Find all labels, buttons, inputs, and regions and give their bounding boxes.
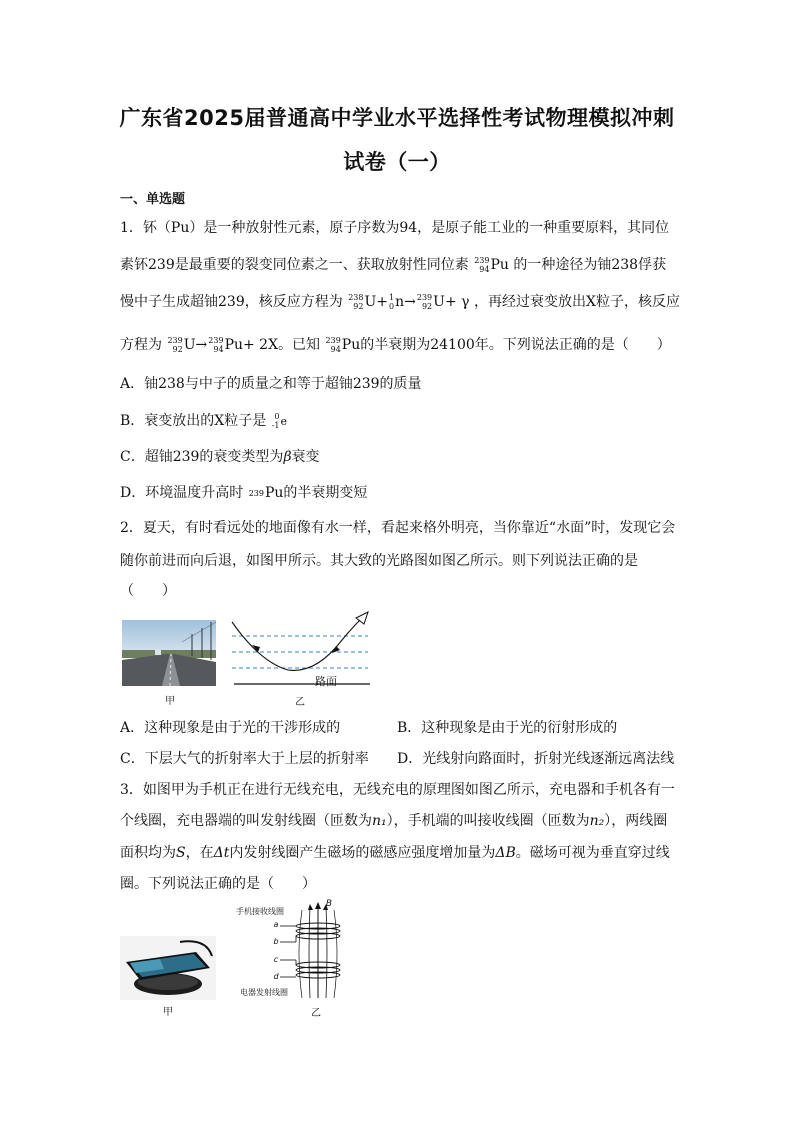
q3-line3-text-a: 面积均为 (120, 845, 176, 861)
q1-option-c-text-a: C．超铀239的衰变类型为 (120, 449, 284, 465)
n1-symbol: n₁ (372, 813, 387, 829)
q1-line1: 1．钚（Pu）是一种放射性元素，原子序数为94，是原子能工业的一种重要原料，其同位 (120, 220, 670, 236)
q2-option-d: D．光线射向路面时，折射光线逐渐远离法线 (397, 751, 675, 767)
nuclide-u239 (167, 336, 182, 354)
q3-line3-text-b: ，在 (185, 845, 214, 861)
nuclide-charge-number: -1 (271, 421, 280, 430)
delta-t-symbol: Δt (213, 845, 230, 861)
nuclide-symbol: Pu (224, 337, 243, 353)
q2-light-path-diagram (228, 606, 374, 688)
q1-line4-text-b: 。已知 (278, 337, 321, 353)
nuclide-mass-number: 239 (248, 488, 264, 498)
nuclide-mass-number: 239 (474, 256, 490, 265)
nuclide-pu239-nosub (249, 489, 264, 498)
q3-line2-text-c: ），两线圈 (604, 813, 668, 829)
nuclide-neutron (389, 293, 394, 311)
nuclide-symbol: U (364, 294, 377, 310)
q1-line3 (120, 291, 680, 311)
section-heading: 一、单选题 (120, 192, 186, 207)
nuclide-symbol: Pu (490, 257, 509, 273)
q1-option-c (120, 446, 680, 466)
q3-line2-text-a: 个线圈，充电器端的叫发射线圈（匝数为 (120, 813, 372, 829)
nuclide-mass-number: 239 (416, 293, 433, 302)
q3-point-b-label: b (273, 937, 279, 946)
nuclide-atomic-number: 94 (213, 345, 224, 354)
beta-symbol: β (283, 449, 292, 465)
q1-line3-text-a: 慢中子生成超铀239，核反应方程为 (120, 294, 343, 310)
nuclide-symbol: Pu (264, 485, 284, 501)
nuclide-atomic-number: 94 (479, 265, 490, 274)
q1-option-d (120, 482, 680, 502)
q1-line4-text-c: 的半衰期为24100年。下列说法正确的是（ ） (360, 337, 671, 353)
q1-option-b-text: B．衰变放出的X粒子是 (120, 413, 267, 429)
q3-line1: 3．如图甲为手机正在进行无线充电，无线充电的原理图如图乙所示，充电器和手机各有一 (120, 782, 675, 798)
q1-line2-text-b: 的一种途径为铀238俘获 (513, 257, 667, 273)
q3-phone-charging-photo (120, 936, 216, 1000)
q3-fig-a-caption: 甲 (163, 1007, 173, 1018)
q3-line4: 圈。下列说法正确的是（ ） (120, 876, 316, 892)
q3-point-d-label: d (273, 972, 279, 981)
q2-road-photo (122, 620, 216, 686)
nuclide-mass-number: 1 (389, 293, 395, 302)
nuclide-symbol: e (280, 415, 288, 428)
q1-option-d-text-b: 的半衰期变短 (283, 485, 368, 501)
arrow-sign: → (195, 337, 208, 353)
nuclide-pu239 (474, 256, 489, 274)
q1-line4 (120, 334, 680, 354)
q3-receiver-coil-label: 手机接收线圈 (236, 907, 284, 916)
q1-line2 (120, 254, 680, 274)
q3-b-field-label: B (325, 899, 333, 909)
q1-option-c-text-b: 衰变 (291, 449, 320, 465)
nuclide-symbol: U (183, 337, 196, 353)
q2-line2: 随你前进而向后退，如图甲所示。其大致的光路图如图乙所示。则下列说法正确的是 (120, 553, 638, 569)
nuclide-pu239 (326, 336, 341, 354)
nuclide-mass-number: 239 (325, 336, 341, 345)
q2-option-b: B．这种现象是由于光的衍射形成的 (397, 720, 618, 736)
nuclide-symbol: Pu (341, 337, 361, 353)
nuclide-u239 (417, 293, 432, 311)
nuclide-atomic-number: 0 (389, 302, 395, 311)
exam-title-line2: 试卷（一） (343, 150, 451, 174)
nuclide-mass-number: 0 (274, 412, 280, 421)
delta-b-symbol: ΔB (495, 845, 516, 861)
nuclide-symbol: n (395, 294, 405, 310)
q1-line3-text-b: ，再经过衰变放出X粒子，核反应 (473, 294, 680, 310)
n2-symbol: n₂ (589, 813, 605, 829)
q3-line3-text-d: 。磁场可视为垂直穿过线 (515, 845, 670, 861)
q2-option-a: A．这种现象是由于光的干涉形成的 (120, 720, 341, 736)
q3-line2-text-b: ），手机端的叫接收线圈（匝数为 (386, 813, 590, 829)
plus-sign: + (376, 294, 389, 310)
nuclide-atomic-number: 94 (330, 345, 341, 354)
q2-line1: 2．夏天，有时看远处的地面像有水一样，看起来格外明亮，当你靠近“水面”时，发现它会 (120, 520, 676, 536)
nuclide-atomic-number: 92 (353, 302, 364, 311)
nuclide-electron (272, 412, 280, 430)
q1-option-d-text-a: D．环境温度升高时 (120, 485, 244, 501)
nuclide-atomic-number: 92 (421, 302, 433, 311)
q3-sender-coil-label: 电器发射线圈 (240, 988, 288, 997)
q3-fig-b-caption: 乙 (311, 1008, 321, 1019)
nuclide-atomic-number: 92 (172, 345, 183, 354)
q3-line2 (120, 810, 680, 830)
gamma-term: + γ (444, 294, 470, 310)
nuclide-mass-number: 239 (208, 336, 224, 345)
q1-option-a: A．铀238与中子的质量之和等于超铀239的质量 (120, 376, 422, 392)
q2-line3: （ ） (120, 583, 176, 599)
nuclide-mass-number: 239 (167, 336, 183, 345)
arrow-sign: → (404, 294, 416, 310)
q3-line3 (120, 842, 680, 862)
q3-point-c-label: c (273, 955, 279, 964)
q1-option-b (120, 410, 680, 430)
nuclide-pu239 (208, 336, 223, 354)
exam-title-line1: 广东省2025届普通高中学业水平选择性考试物理模拟冲刺 (119, 106, 675, 130)
q2-road-label: 路面 (315, 675, 337, 688)
q3-line3-text-c: 内发射线圈产生磁场的磁感应强度增加量为 (229, 845, 496, 861)
nuclide-symbol: U (433, 294, 445, 310)
q1-line2-text-a: 素钚239是最重要的裂变同位素之一、获取放射性同位素 (120, 257, 469, 273)
q2-option-c: C．下层大气的折射率大于上层的折射率 (120, 751, 369, 767)
q1-line4-text-a: 方程为 (120, 337, 162, 353)
area-symbol: S (176, 845, 186, 861)
q2-fig-b-caption: 乙 (295, 697, 305, 708)
nuclide-u238 (348, 293, 363, 311)
nuclide-mass-number: 238 (348, 293, 364, 302)
two-x-term: + 2X (243, 337, 279, 353)
q3-point-a-label: a (273, 920, 279, 929)
q2-fig-a-caption: 甲 (165, 696, 175, 707)
